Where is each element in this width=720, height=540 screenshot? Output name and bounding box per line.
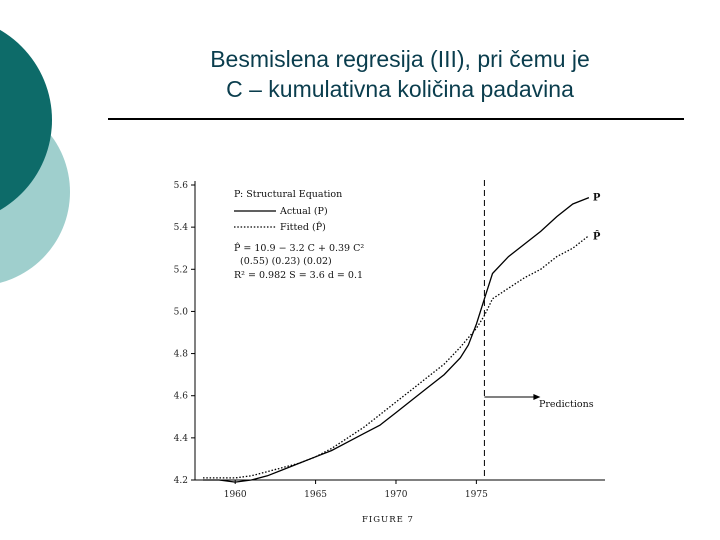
x-tick-label: 1970	[384, 490, 408, 500]
slide-title	[150, 44, 650, 104]
y-tick-label: 4.2	[173, 476, 188, 486]
x-tick-label: 1960	[223, 490, 247, 500]
y-tick-label: 5.2	[173, 265, 188, 276]
equation-line-3: R² = 0.982 S = 3.6 d = 0.1	[234, 270, 364, 281]
actual-end-label: P	[592, 192, 601, 204]
x-tick-label: 1975	[464, 490, 488, 500]
legend-actual-label: Actual (P)	[280, 206, 328, 217]
chart-series	[203, 180, 601, 482]
chart-axes	[195, 181, 605, 480]
y-tick-label: 4.8	[173, 349, 188, 360]
chart-annotations	[234, 189, 594, 525]
y-tick-label: 4.6	[173, 391, 188, 402]
title-divider	[108, 118, 684, 120]
predictions-label: Predictions	[539, 399, 594, 410]
y-tick-label: 5.0	[173, 307, 188, 318]
y-tick-label: 4.4	[173, 433, 188, 444]
equation-line-1: P̂ = 10.9 − 3.2 C + 0.39 C²	[234, 243, 365, 254]
title-line-2: C – kumulativna količina padavina	[226, 76, 574, 102]
y-tick-label: 5.4	[173, 223, 188, 234]
chart-ticks	[174, 181, 488, 500]
x-tick-label: 1965	[304, 490, 328, 500]
equation-line-2: (0.55) (0.23) (0.02)	[240, 256, 332, 267]
title-line-1: Besmislena regresija (III), pri čemu je	[210, 46, 590, 72]
regression-chart	[150, 165, 630, 530]
actual-series-line	[203, 198, 589, 483]
y-tick-label: 5.6	[173, 181, 188, 191]
fitted-end-label: P̂	[592, 231, 601, 243]
legend-fitted-label: Fitted (P̂)	[280, 222, 326, 233]
figure-caption: FIGURE 7	[362, 515, 414, 525]
legend-heading: P: Structural Equation	[234, 189, 343, 200]
decorative-circles	[0, 0, 80, 300]
